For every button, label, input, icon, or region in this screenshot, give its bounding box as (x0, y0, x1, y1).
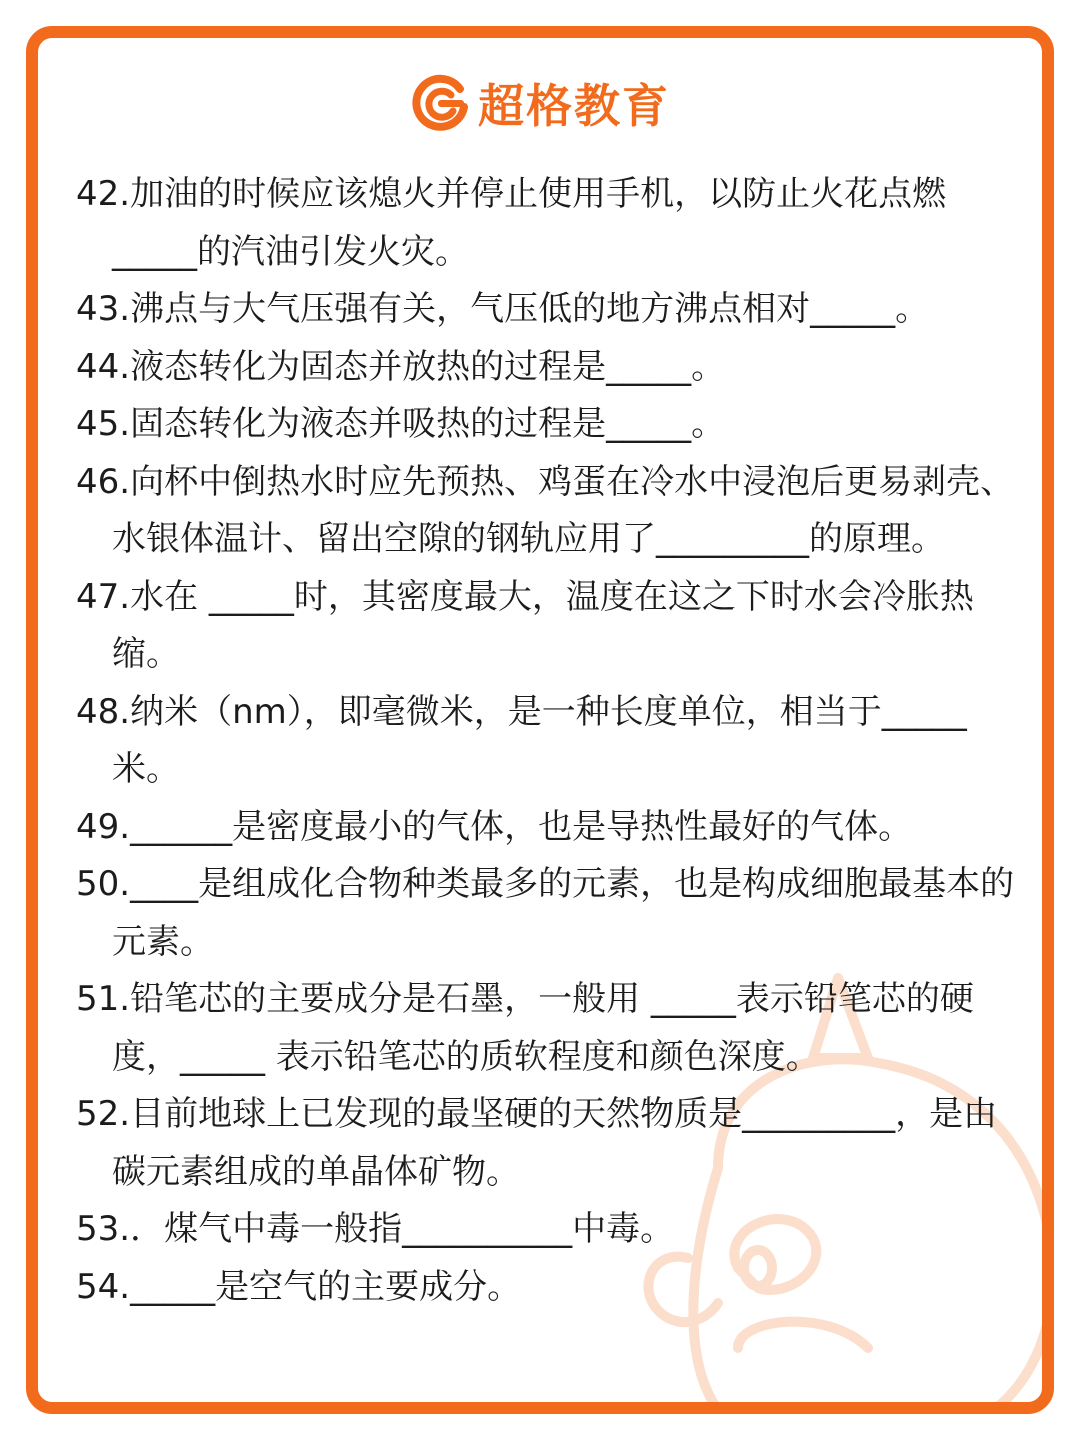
question-item-49: 49.______是密度最小的气体，也是导热性最好的气体。 (76, 806, 913, 847)
question-item-47: 47.水在 _____时，其密度最大，温度在这之下时水会冷胀热缩。 (76, 576, 974, 674)
question-item-53: 53.．煤气中毒一般指__________中毒。 (76, 1209, 675, 1249)
question-item-51: 51.铅笔芯的主要成分是石墨，一般用 _____表示铅笔芯的硬度，_____ 表示铅笔芯的质软程度和颜色深度。 (76, 979, 974, 1077)
question-item-42: 42.加油的时候应该熄火并停止使用手机，以防止火花点燃_____的汽油引发火灾。 (76, 174, 947, 272)
page-frame (26, 26, 1054, 1414)
question-item-46: 46.向杯中倒热水时应先预热、鸡蛋在冷水中浸泡后更易剥壳、水银体温计、留出空隙的钢轨应用了_________的原理。 (76, 461, 1015, 559)
question-item-48: 48.纳米（nm），即毫微米，是一种长度单位，相当于_____米。 (76, 691, 967, 789)
question-item-45: 45.固态转化为液态并吸热的过程是_____。 (76, 404, 726, 444)
question-list (76, 166, 1016, 1316)
brand-name: 超格教育 (478, 79, 670, 133)
brand-header (38, 68, 1042, 138)
g-logo-icon (410, 73, 470, 133)
question-item-54: 54._____是空气的主要成分。 (76, 1266, 522, 1307)
question-item-43: 43.沸点与大气压强有关，气压低的地方沸点相对_____。 (76, 289, 930, 329)
question-item-52: 52.目前地球上已发现的最坚硬的天然物质是_________，是由碳元素组成的单晶体矿物。 (76, 1094, 998, 1192)
question-item-44: 44.液态转化为固态并放热的过程是_____。 (76, 346, 726, 387)
question-item-50: 50.____是组成化合物种类最多的元素，也是构成细胞最基本的元素。 (76, 864, 1015, 962)
